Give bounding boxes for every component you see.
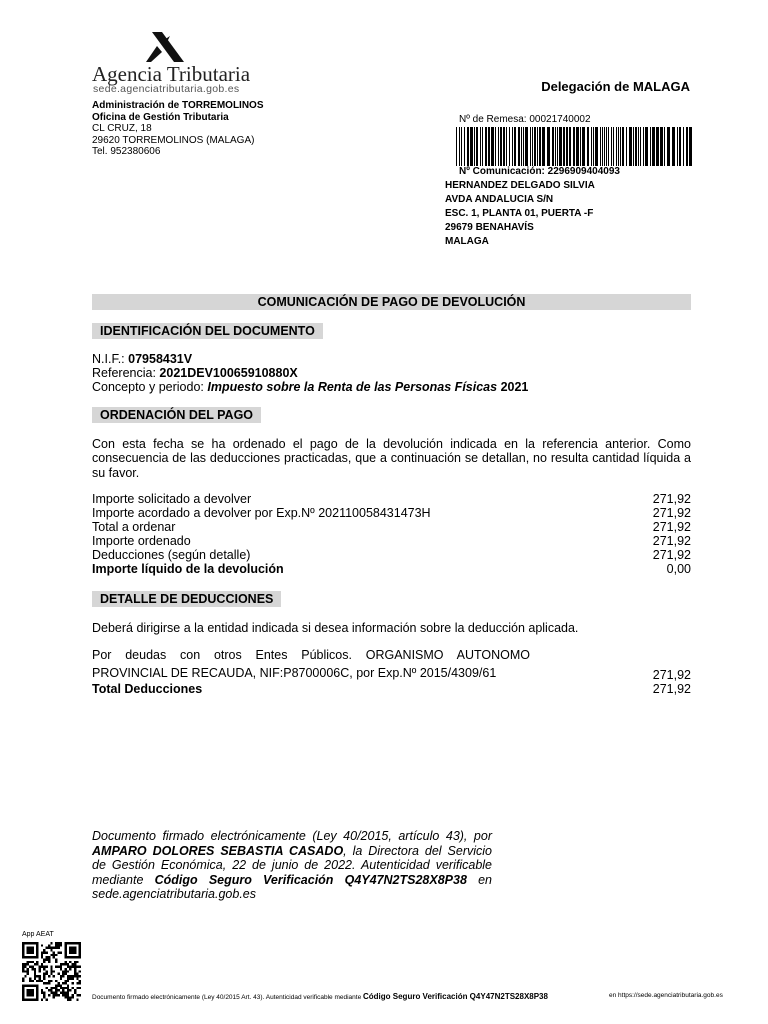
importe-label: Importe ordenado — [92, 534, 191, 548]
importe-value: 0,00 — [666, 562, 691, 576]
recipient-address2: ESC. 1, PLANTA 01, PUERTA -F — [445, 208, 594, 219]
signature-csv: Código Seguro Verificación Q4Y47N2TS28X8P38 — [154, 872, 467, 887]
signature-line2: , la Directora del Servicio de Gestión Económica, 22 de junio de 2022. Autenticidad verificable mediante — [92, 843, 492, 887]
total-deducciones-row — [92, 682, 691, 696]
total-deducciones-label: Total Deducciones — [92, 682, 203, 696]
qr-code-icon — [22, 942, 81, 1001]
referencia-value: 2021DEV10065910880X — [159, 366, 298, 380]
section-identificacion-heading: IDENTIFICACIÓN DEL DOCUMENTO — [92, 323, 323, 339]
importe-label: Total a ordenar — [92, 520, 176, 534]
importe-row — [92, 520, 691, 534]
importe-liquido-row — [92, 562, 691, 576]
agency-name: Agencia Tributaria — [92, 62, 251, 86]
importe-value: 271,92 — [652, 492, 691, 506]
office-street: CL CRUZ, 18 — [92, 123, 152, 135]
referencia-label: Referencia: — [92, 366, 156, 380]
deduccion-item-text: Por deudas con otros Entes Públicos. ORGANISMO AUTONOMO PROVINCIAL DE RECAUDA, NIF:P8700006C, por Exp.Nº 2015/4309/61 — [92, 648, 530, 680]
agencia-tributaria-logo — [88, 30, 251, 95]
importe-label: Importe solicitado a devolver — [92, 492, 252, 506]
signature-signer: AMPARO DOLORES SEBASTIA CASADO — [92, 843, 344, 858]
office-oficina: Oficina de Gestión Tributaria — [92, 111, 229, 123]
footer-url: en https://sede.agenciatributaria.gob.es — [609, 992, 723, 999]
deducciones-intro: Deberá dirigirse a la entidad indicada si desea información sobre la deducción aplicada. — [92, 621, 579, 635]
document-title: COMUNICACIÓN DE PAGO DE DEVOLUCIÓN — [92, 294, 691, 310]
importe-row — [92, 506, 691, 520]
signature-line3: en sede.agenciatributaria.gob.es — [92, 872, 492, 902]
concepto-label: Concepto y periodo: — [92, 380, 204, 394]
remesa-number: Nº de Remesa: 00021740002 — [459, 114, 591, 125]
importe-row — [92, 548, 691, 562]
concepto-line — [92, 380, 528, 394]
office-admin: Administración de TORREMOLINOS — [92, 100, 264, 111]
nif-label: N.I.F.: — [92, 352, 125, 366]
office-address — [92, 100, 264, 158]
recipient-address — [445, 179, 595, 249]
section-deducciones-heading: DETALLE DE DEDUCCIONES — [92, 591, 281, 607]
app-aeat-label: App AEAT — [22, 931, 54, 938]
ordenacion-text: Con esta fecha se ha ordenado el pago de la devolución indicada en la referencia anterior. Como consecuencia de las deducciones practicadas, que a continuación se detallan, no resulta cantidad líquida a su favor. — [92, 437, 691, 480]
importe-value: 271,92 — [652, 534, 691, 548]
footer-csv: Código Seguro Verificación Q4Y47N2TS28X8P38 — [363, 992, 548, 1001]
importe-row — [92, 492, 691, 506]
importe-label: Importe acordado a devolver por Exp.Nº 202110058431473H — [92, 506, 431, 520]
importe-value: 271,92 — [652, 506, 691, 520]
section-ordenacion-heading: ORDENACIÓN DEL PAGO — [92, 407, 261, 423]
concepto-year: 2021 — [500, 380, 529, 394]
agency-emblem-icon — [144, 32, 188, 62]
signature-line1: Documento firmado electrónicamente (Ley 40/2015, artículo 43), por — [92, 829, 492, 843]
referencia-line — [92, 366, 298, 380]
office-tel: Tel. 952380606 — [92, 146, 161, 158]
importe-row — [92, 534, 691, 548]
importe-value: 271,92 — [652, 520, 691, 534]
deduccion-item-value: 271,92 — [652, 668, 691, 682]
nif-line — [92, 352, 192, 366]
importe-value: 271,92 — [652, 548, 691, 562]
importe-label: Importe líquido de la devolución — [92, 562, 284, 576]
total-deducciones-value: 271,92 — [652, 682, 691, 696]
recipient-address1: AVDA ANDALUCIA S/N — [445, 194, 554, 205]
office-city: 29620 TORREMOLINOS (MALAGA) — [92, 134, 255, 146]
footer-text — [92, 992, 548, 1001]
signature-block — [92, 829, 492, 902]
barcode-icon — [456, 127, 692, 166]
recipient-name: HERNANDEZ DELGADO SILVIA — [445, 180, 595, 191]
recipient-province: MALAGA — [445, 236, 489, 247]
delegacion: Delegación de MALAGA — [541, 79, 690, 94]
concepto-value: Impuesto sobre la Renta de las Personas Físicas — [207, 380, 498, 394]
importe-label: Deducciones (según detalle) — [92, 548, 251, 562]
footer-legal: Documento firmado electrónicamente (Ley 40/2015 Art. 43). Autenticidad verificable mediante — [92, 994, 362, 1001]
comunicacion-number: Nº Comunicación: 2296909404093 — [459, 166, 620, 177]
agency-url: sede.agenciatributaria.gob.es — [93, 83, 240, 95]
recipient-postal: 29679 BENAHAVÍS — [445, 222, 534, 233]
nif-value: 07958431V — [128, 352, 193, 366]
